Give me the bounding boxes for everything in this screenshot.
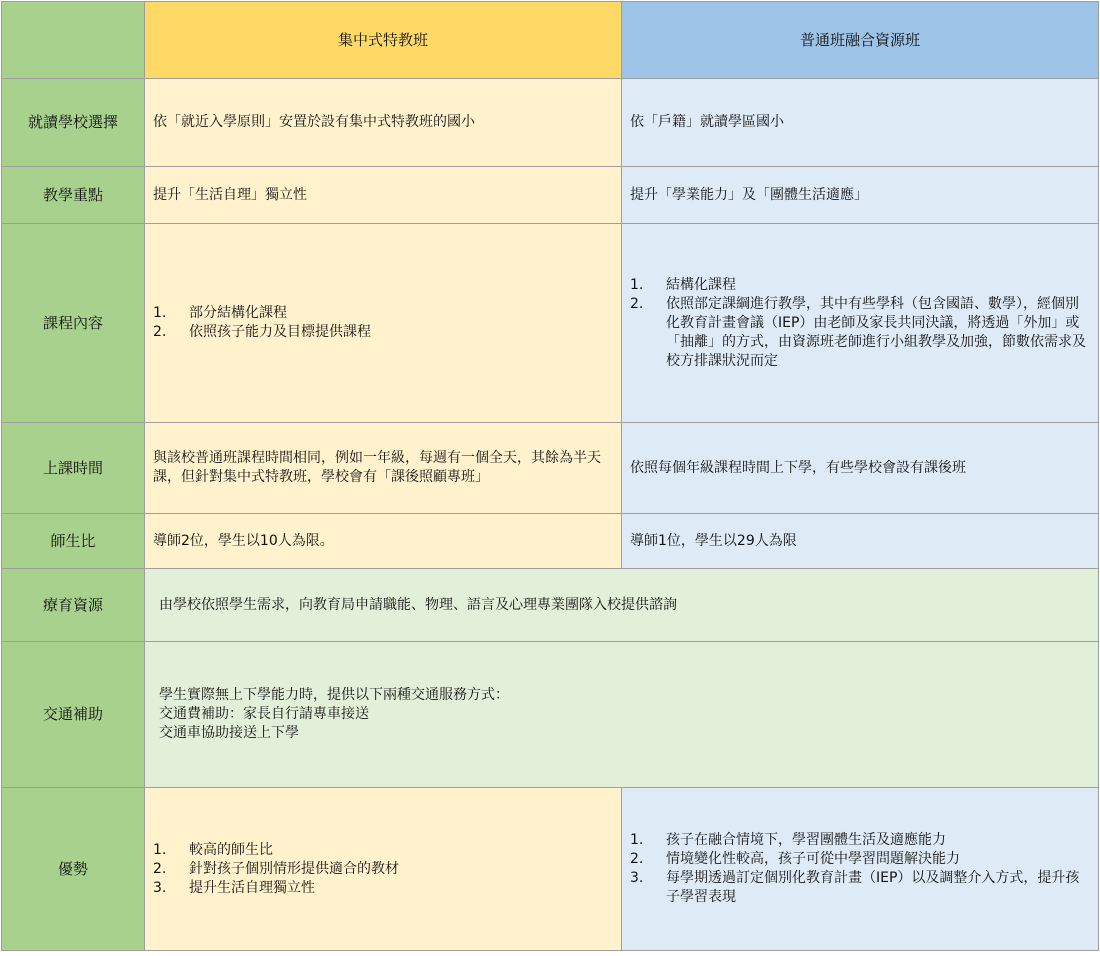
row-label-curriculum: 課程內容 — [2, 224, 145, 423]
corner-cell — [2, 2, 145, 79]
list-item: 2. 情境變化性較高，孩子可從中學習問題解決能力 — [630, 851, 960, 867]
row-focus — [2, 167, 1099, 224]
row-label-therapy: 療育資源 — [2, 569, 145, 642]
list-item: 3. 提升生活自理獨立性 — [153, 879, 315, 896]
row-schedule — [2, 423, 1099, 514]
column-header-self-contained-class: 集中式特教班 — [145, 2, 622, 79]
advantages-cell-a — [145, 788, 622, 951]
row-label-ratio: 師生比 — [2, 514, 145, 569]
row-advantages — [2, 788, 1099, 951]
schedule-cell-a: 與該校普通班課程時間相同，例如一年級，每週有一個全天，其餘為半天課，但針對集中式特教班，學校會有「課後照顧專班」 — [145, 423, 622, 514]
list-item: 1. 孩子在融合情境下，學習團體生活及適應能力 — [630, 832, 946, 848]
row-label-schedule: 上課時間 — [2, 423, 145, 514]
list-item: 3. 每學期透過訂定個別化教育計畫（IEP）以及調整介入方式，提升孩子學習表現 — [630, 870, 1080, 905]
focus-cell-a: 提升「生活自理」獨立性 — [145, 167, 622, 224]
list-item: 2. 依照部定課綱進行教學，其中有些學科（包含國語、數學），經個別化教育計畫會議（IEP）由老師及家長共同決議，將透過「外加」或「抽離」的方式，由資源班老師進行小組教學及加強，節數依需求及校方排課狀況而定 — [630, 295, 1086, 369]
row-label-advantages: 優勢 — [2, 788, 145, 951]
header-row — [2, 2, 1099, 79]
row-therapy — [2, 569, 1099, 642]
list-item: 2. 依照孩子能力及目標提供課程 — [153, 324, 371, 340]
transport-line: 交通車協助接送上下學 — [159, 725, 299, 741]
ratio-cell-a: 導師2位，學生以10人為限。 — [145, 514, 622, 569]
row-label-focus: 教學重點 — [2, 167, 145, 224]
advantages-cell-b — [622, 788, 1099, 951]
list-item: 1. 較高的師生比 — [153, 841, 273, 858]
list-item: 2. 針對孩子個別情形提供適合的教材 — [153, 860, 399, 877]
row-school — [2, 79, 1099, 167]
therapy-cell: 由學校依照學生需求，向教育局申請職能、物理、語言及心理專業團隊入校提供諮詢 — [145, 569, 1099, 642]
list-item: 1. 結構化課程 — [630, 276, 736, 293]
advantages-list-a — [153, 841, 615, 898]
column-header-resource-class: 普通班融合資源班 — [622, 2, 1099, 79]
row-ratio — [2, 514, 1099, 569]
row-transport — [2, 642, 1099, 788]
row-label-transport: 交通補助 — [2, 642, 145, 788]
ratio-cell-b: 導師1位，學生以29人為限 — [622, 514, 1099, 569]
transport-line: 交通費補助：家長自行請專車接送 — [159, 706, 369, 722]
schedule-cell-b: 依照每個年級課程時間上下學，有些學校會設有課後班 — [622, 423, 1099, 514]
advantages-list-b — [630, 831, 1092, 907]
row-label-school: 就讀學校選擇 — [2, 79, 145, 167]
curriculum-list-a — [153, 304, 615, 342]
curriculum-list-b — [630, 276, 1092, 371]
school-cell-b: 依「戶籍」就讀學區國小 — [622, 79, 1099, 167]
comparison-table — [1, 1, 1099, 951]
focus-cell-b: 提升「學業能力」及「團體生活適應」 — [622, 167, 1099, 224]
transport-cell — [145, 642, 1099, 788]
curriculum-cell-a — [145, 224, 622, 423]
row-curriculum — [2, 224, 1099, 423]
school-cell-a: 依「就近入學原則」安置於設有集中式特教班的國小 — [145, 79, 622, 167]
list-item: 1. 部分結構化課程 — [153, 305, 287, 321]
curriculum-cell-b — [622, 224, 1099, 423]
transport-line: 學生實際無上下學能力時，提供以下兩種交通服務方式： — [159, 687, 509, 703]
